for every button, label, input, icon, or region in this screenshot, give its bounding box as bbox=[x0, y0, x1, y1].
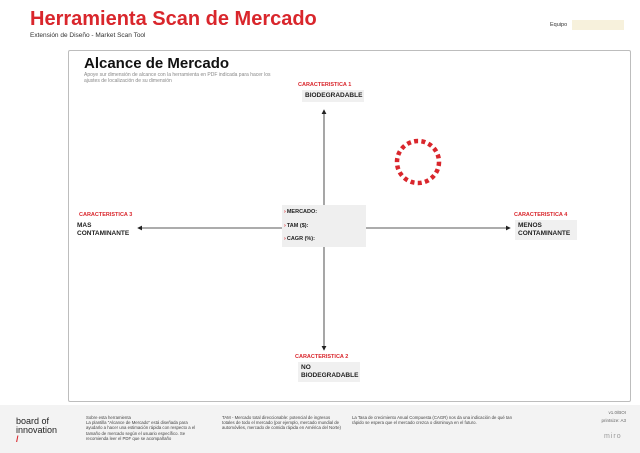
footer-tam-note: TAM - Mercado total direccionable: potencial de ingresos totales de todo el mercado (por ejemplo, mercado mundial de automóviles, mercado de comida rápida en América del Norte) bbox=[222, 415, 341, 431]
board-description: Apoye sur dimensión de alcance con la herramienta en PDF indicada para hacer los ajustes de localización de su dimensión bbox=[84, 72, 271, 84]
characteristic-1-value[interactable]: BIODEGRADABLE bbox=[302, 90, 364, 102]
logo-slash-icon: / bbox=[16, 434, 19, 444]
marker-icon: › bbox=[284, 223, 286, 229]
characteristic-3-heading: CARACTERISTICA 3 bbox=[79, 212, 133, 218]
board-title: Alcance de Mercado bbox=[84, 55, 230, 72]
cagr-field[interactable] bbox=[284, 236, 315, 242]
logo-line-2: innovation bbox=[16, 425, 58, 435]
characteristic-3-value[interactable]: MAS CONTAMINANTE bbox=[77, 222, 130, 237]
marker-icon: › bbox=[284, 236, 286, 242]
market-field[interactable] bbox=[284, 209, 317, 215]
miro-logo: miro bbox=[604, 433, 622, 440]
logo-line-1: board of bbox=[16, 416, 50, 426]
market-label: MERCADO: bbox=[286, 209, 318, 215]
target-circle bbox=[397, 141, 439, 183]
tam-label: TAM ($): bbox=[286, 223, 309, 229]
team-label: Equipo bbox=[550, 22, 568, 28]
tam-field[interactable] bbox=[284, 223, 308, 229]
cagr-label: CAGR (%): bbox=[286, 236, 315, 242]
page-title: Herramienta Scan de Mercado bbox=[30, 8, 317, 30]
marker-icon: › bbox=[284, 209, 286, 215]
footer-about-text: Sobre esta herramienta La plantilla "Alcance de Mercado" está diseñada para ayudarlo a hacer una estimación rápida con respecto a el tamaño de mercado según el usuario específico. Se recomienda leer el PDF que se acompañaño bbox=[86, 415, 196, 441]
characteristic-2-value[interactable]: NO BIODEGRADABLE bbox=[298, 362, 360, 382]
characteristic-1-heading: CARACTERISTICA 1 bbox=[298, 82, 352, 88]
footer-cagr-note: La Tasa de crecimiento Anual Compuesta (CAGR) nos da una indicación de qué tan rápido se espera que el mercado crezca o disminuya en el futuro. bbox=[352, 415, 512, 426]
page-subtitle: Extensión de Diseño - Market Scan Tool bbox=[30, 32, 146, 39]
board-of-innovation-logo bbox=[16, 417, 57, 444]
characteristic-4-heading: CARACTERISTICA 4 bbox=[514, 212, 568, 218]
print-size-label: printsize: A3 bbox=[601, 418, 626, 423]
characteristic-2-heading: CARACTERISTICA 2 bbox=[295, 354, 349, 360]
characteristic-4-value[interactable]: MENOS CONTAMINANTE bbox=[515, 220, 577, 240]
version-label: v1.0/BOI bbox=[608, 410, 626, 415]
